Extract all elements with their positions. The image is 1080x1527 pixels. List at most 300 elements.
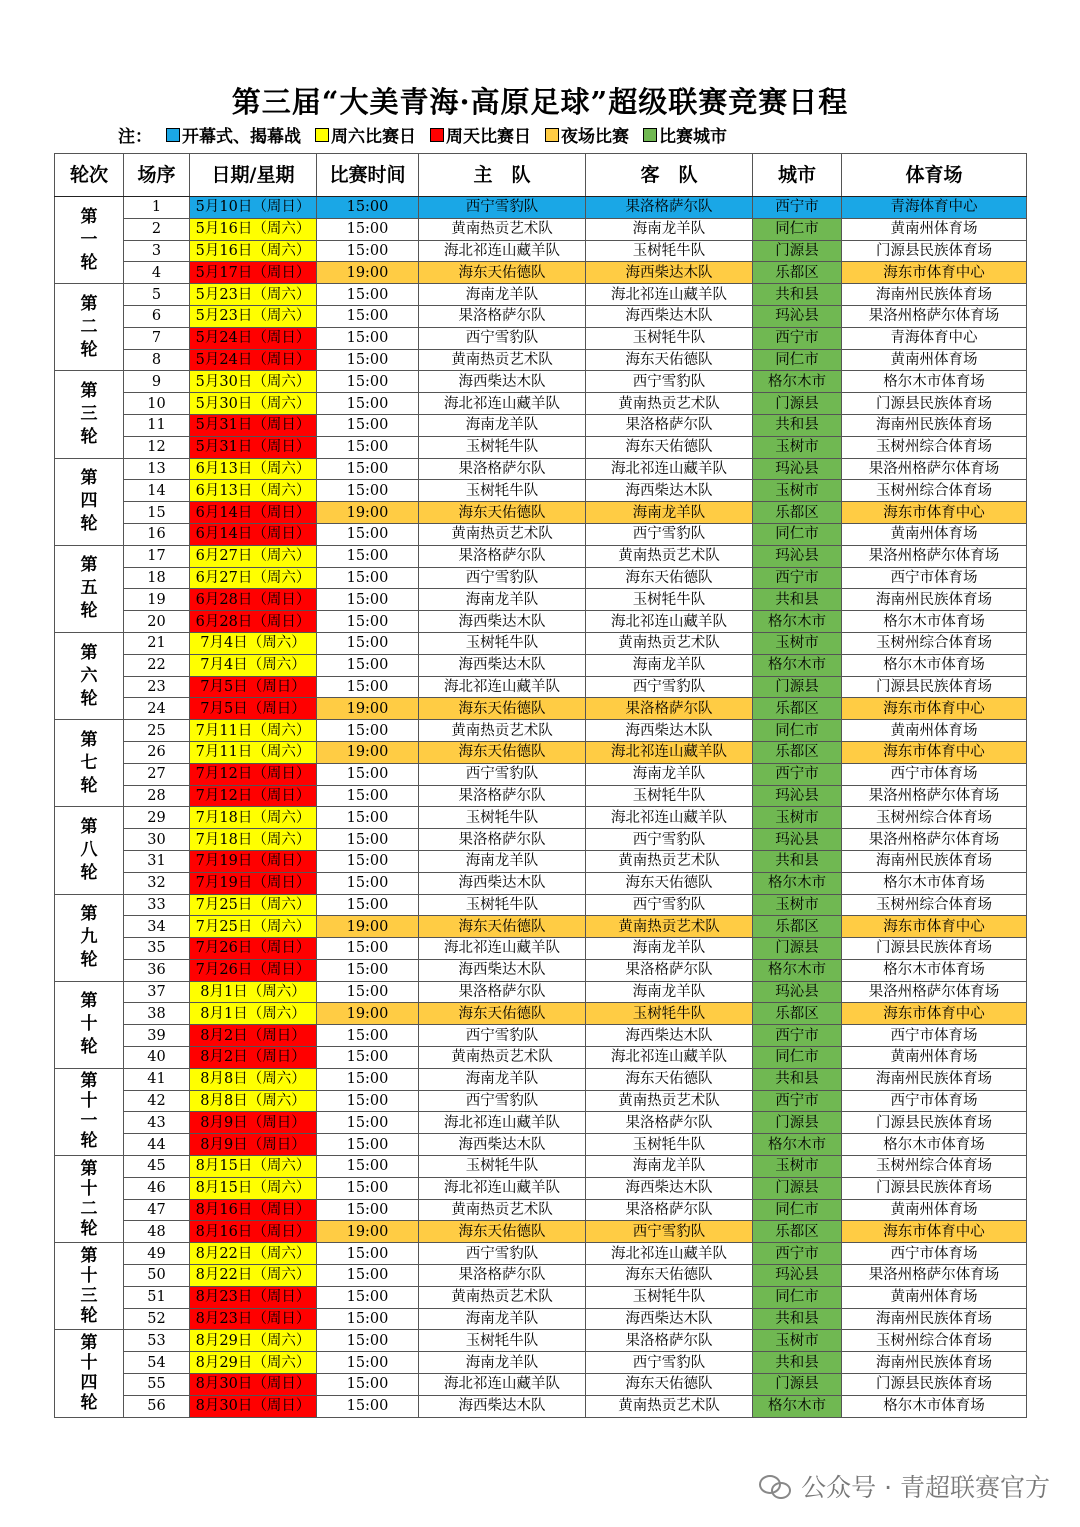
match-number: 51 bbox=[124, 1286, 190, 1308]
match-date: 7月25日（周六） bbox=[190, 916, 317, 938]
green-swatch-icon bbox=[643, 128, 657, 142]
match-number: 30 bbox=[124, 829, 190, 851]
match-number: 17 bbox=[124, 545, 190, 567]
match-number: 15 bbox=[124, 502, 190, 524]
table-row bbox=[55, 262, 1027, 284]
match-time: 15:00 bbox=[317, 480, 419, 502]
header-match-no: 场序 bbox=[124, 154, 190, 197]
away-team: 果洛格萨尔队 bbox=[586, 414, 753, 436]
match-date: 5月31日（周日） bbox=[190, 414, 317, 436]
match-stadium: 海东市体育中心 bbox=[842, 698, 1027, 720]
match-number: 19 bbox=[124, 589, 190, 611]
table-row bbox=[55, 1330, 1027, 1352]
match-stadium: 门源县民族体育场 bbox=[842, 240, 1027, 262]
away-team: 果洛格萨尔队 bbox=[586, 698, 753, 720]
match-number: 37 bbox=[124, 981, 190, 1003]
match-city: 玉树市 bbox=[753, 480, 842, 502]
home-team: 海西柴达木队 bbox=[419, 654, 586, 676]
away-team: 海西柴达木队 bbox=[586, 305, 753, 327]
home-team: 玉树牦牛队 bbox=[419, 480, 586, 502]
table-row bbox=[55, 654, 1027, 676]
match-date: 5月30日（周六） bbox=[190, 371, 317, 393]
round-label: 第三轮 bbox=[55, 371, 124, 458]
match-city: 乐都区 bbox=[753, 1221, 842, 1243]
match-time: 15:00 bbox=[317, 1308, 419, 1330]
home-team: 海南龙羊队 bbox=[419, 1068, 586, 1090]
home-team: 黄南热贡艺术队 bbox=[419, 523, 586, 545]
home-team: 海北祁连山藏羊队 bbox=[419, 938, 586, 960]
match-number: 35 bbox=[124, 938, 190, 960]
away-team: 海东天佑德队 bbox=[586, 1374, 753, 1396]
match-city: 格尔木市 bbox=[753, 1134, 842, 1156]
table-row bbox=[55, 632, 1027, 654]
match-city: 格尔木市 bbox=[753, 872, 842, 894]
table-row bbox=[55, 349, 1027, 371]
match-city: 格尔木市 bbox=[753, 654, 842, 676]
match-number: 21 bbox=[124, 632, 190, 654]
table-row bbox=[55, 480, 1027, 502]
table-row bbox=[55, 218, 1027, 240]
away-team: 海西柴达木队 bbox=[586, 1177, 753, 1199]
match-city: 乐都区 bbox=[753, 1003, 842, 1025]
match-date: 7月18日（周六） bbox=[190, 807, 317, 829]
match-date: 8月29日（周六） bbox=[190, 1352, 317, 1374]
match-date: 6月28日（周日） bbox=[190, 611, 317, 633]
home-team: 果洛格萨尔队 bbox=[419, 981, 586, 1003]
away-team: 海南龙羊队 bbox=[586, 938, 753, 960]
table-row bbox=[55, 305, 1027, 327]
match-date: 7月12日（周日） bbox=[190, 785, 317, 807]
match-number: 32 bbox=[124, 872, 190, 894]
round-label: 第七轮 bbox=[55, 720, 124, 807]
home-team: 海北祁连山藏羊队 bbox=[419, 1374, 586, 1396]
match-stadium: 西宁市体育场 bbox=[842, 1243, 1027, 1265]
match-date: 8月29日（周六） bbox=[190, 1330, 317, 1352]
match-time: 15:00 bbox=[317, 763, 419, 785]
match-time: 15:00 bbox=[317, 654, 419, 676]
table-row bbox=[55, 414, 1027, 436]
match-city: 西宁市 bbox=[753, 1090, 842, 1112]
match-date: 7月12日（周日） bbox=[190, 763, 317, 785]
match-number: 48 bbox=[124, 1221, 190, 1243]
away-team: 海西柴达木队 bbox=[586, 1025, 753, 1047]
header-date: 日期/星期 bbox=[190, 154, 317, 197]
match-stadium: 格尔木市体育场 bbox=[842, 872, 1027, 894]
home-team: 海南龙羊队 bbox=[419, 589, 586, 611]
match-number: 20 bbox=[124, 611, 190, 633]
table-row bbox=[55, 1221, 1027, 1243]
match-number: 34 bbox=[124, 916, 190, 938]
table-row bbox=[55, 741, 1027, 763]
home-team: 海东天佑德队 bbox=[419, 502, 586, 524]
home-team: 西宁雪豹队 bbox=[419, 327, 586, 349]
away-team: 海南龙羊队 bbox=[586, 654, 753, 676]
match-time: 15:00 bbox=[317, 850, 419, 872]
match-stadium: 果洛州格萨尔体育场 bbox=[842, 785, 1027, 807]
match-date: 5月17日（周日） bbox=[190, 262, 317, 284]
match-number: 4 bbox=[124, 262, 190, 284]
match-city: 格尔木市 bbox=[753, 959, 842, 981]
match-number: 38 bbox=[124, 1003, 190, 1025]
match-time: 15:00 bbox=[317, 1156, 419, 1178]
match-time: 15:00 bbox=[317, 807, 419, 829]
home-team: 海南龙羊队 bbox=[419, 284, 586, 306]
away-team: 黄南热贡艺术队 bbox=[586, 545, 753, 567]
match-city: 同仁市 bbox=[753, 349, 842, 371]
match-date: 7月25日（周六） bbox=[190, 894, 317, 916]
match-city: 共和县 bbox=[753, 284, 842, 306]
away-team: 海西柴达木队 bbox=[586, 480, 753, 502]
table-row bbox=[55, 436, 1027, 458]
table-row bbox=[55, 1374, 1027, 1396]
match-stadium: 海南州民族体育场 bbox=[842, 284, 1027, 306]
match-time: 15:00 bbox=[317, 829, 419, 851]
match-city: 乐都区 bbox=[753, 262, 842, 284]
home-team: 黄南热贡艺术队 bbox=[419, 1047, 586, 1069]
match-time: 15:00 bbox=[317, 981, 419, 1003]
match-stadium: 黄南州体育场 bbox=[842, 1286, 1027, 1308]
home-team: 西宁雪豹队 bbox=[419, 763, 586, 785]
round-label: 第二轮 bbox=[55, 284, 124, 371]
table-row bbox=[55, 807, 1027, 829]
match-date: 8月9日（周日） bbox=[190, 1112, 317, 1134]
match-date: 7月11日（周六） bbox=[190, 720, 317, 742]
match-time: 15:00 bbox=[317, 959, 419, 981]
match-time: 15:00 bbox=[317, 938, 419, 960]
match-date: 8月30日（周日） bbox=[190, 1395, 317, 1417]
match-number: 26 bbox=[124, 741, 190, 763]
home-team: 玉树牦牛队 bbox=[419, 807, 586, 829]
match-city: 门源县 bbox=[753, 1177, 842, 1199]
match-time: 19:00 bbox=[317, 916, 419, 938]
table-row bbox=[55, 872, 1027, 894]
match-stadium: 海南州民族体育场 bbox=[842, 1308, 1027, 1330]
match-number: 40 bbox=[124, 1047, 190, 1069]
home-team: 果洛格萨尔队 bbox=[419, 829, 586, 851]
match-city: 玛沁县 bbox=[753, 545, 842, 567]
legend-label: 比赛城市 bbox=[659, 127, 727, 147]
match-city: 西宁市 bbox=[753, 197, 842, 219]
legend-label: 开幕式、揭幕战 bbox=[182, 127, 301, 147]
match-stadium: 玉树州综合体育场 bbox=[842, 894, 1027, 916]
match-time: 15:00 bbox=[317, 720, 419, 742]
match-time: 15:00 bbox=[317, 240, 419, 262]
wechat-icon bbox=[759, 1473, 793, 1499]
home-team: 海西柴达木队 bbox=[419, 1134, 586, 1156]
table-row bbox=[55, 763, 1027, 785]
match-time: 15:00 bbox=[317, 1047, 419, 1069]
match-city: 玛沁县 bbox=[753, 305, 842, 327]
match-time: 19:00 bbox=[317, 741, 419, 763]
match-time: 19:00 bbox=[317, 1003, 419, 1025]
match-stadium: 海南州民族体育场 bbox=[842, 850, 1027, 872]
match-city: 玛沁县 bbox=[753, 1265, 842, 1287]
home-team: 玉树牦牛队 bbox=[419, 632, 586, 654]
header-stadium: 体育场 bbox=[842, 154, 1027, 197]
table-row bbox=[55, 959, 1027, 981]
round-label: 第八轮 bbox=[55, 807, 124, 894]
header-city: 城市 bbox=[753, 154, 842, 197]
match-date: 7月4日（周六） bbox=[190, 654, 317, 676]
table-row bbox=[55, 698, 1027, 720]
match-time: 15:00 bbox=[317, 218, 419, 240]
away-team: 西宁雪豹队 bbox=[586, 371, 753, 393]
legend-prefix: 注： bbox=[118, 127, 152, 147]
match-stadium: 青海体育中心 bbox=[842, 197, 1027, 219]
home-team: 果洛格萨尔队 bbox=[419, 545, 586, 567]
match-stadium: 西宁市体育场 bbox=[842, 763, 1027, 785]
home-team: 海西柴达木队 bbox=[419, 872, 586, 894]
match-time: 15:00 bbox=[317, 1025, 419, 1047]
table-row bbox=[55, 393, 1027, 415]
legend-item-city bbox=[643, 122, 727, 147]
match-time: 15:00 bbox=[317, 1395, 419, 1417]
match-city: 玛沁县 bbox=[753, 785, 842, 807]
away-team: 玉树牦牛队 bbox=[586, 240, 753, 262]
match-date: 8月22日（周六） bbox=[190, 1265, 317, 1287]
match-stadium: 海东市体育中心 bbox=[842, 1003, 1027, 1025]
match-date: 5月10日（周日） bbox=[190, 197, 317, 219]
match-time: 15:00 bbox=[317, 1352, 419, 1374]
match-date: 8月9日（周日） bbox=[190, 1134, 317, 1156]
match-stadium: 果洛州格萨尔体育场 bbox=[842, 458, 1027, 480]
match-city: 西宁市 bbox=[753, 567, 842, 589]
match-time: 15:00 bbox=[317, 632, 419, 654]
match-number: 25 bbox=[124, 720, 190, 742]
away-team: 果洛格萨尔队 bbox=[586, 197, 753, 219]
match-number: 12 bbox=[124, 436, 190, 458]
home-team: 海东天佑德队 bbox=[419, 698, 586, 720]
match-date: 5月30日（周六） bbox=[190, 393, 317, 415]
home-team: 西宁雪豹队 bbox=[419, 197, 586, 219]
match-time: 15:00 bbox=[317, 894, 419, 916]
match-date: 5月31日（周日） bbox=[190, 436, 317, 458]
match-city: 乐都区 bbox=[753, 502, 842, 524]
legend-item-opening bbox=[166, 122, 301, 147]
match-number: 1 bbox=[124, 197, 190, 219]
table-row bbox=[55, 240, 1027, 262]
match-time: 15:00 bbox=[317, 611, 419, 633]
match-number: 52 bbox=[124, 1308, 190, 1330]
match-number: 22 bbox=[124, 654, 190, 676]
match-city: 同仁市 bbox=[753, 523, 842, 545]
match-stadium: 格尔木市体育场 bbox=[842, 1134, 1027, 1156]
match-city: 同仁市 bbox=[753, 720, 842, 742]
match-time: 15:00 bbox=[317, 676, 419, 698]
away-team: 黄南热贡艺术队 bbox=[586, 1395, 753, 1417]
match-stadium: 果洛州格萨尔体育场 bbox=[842, 545, 1027, 567]
legend-item-sunday bbox=[430, 122, 531, 147]
away-team: 海北祁连山藏羊队 bbox=[586, 458, 753, 480]
schedule-table bbox=[54, 153, 1027, 1418]
away-team: 海东天佑德队 bbox=[586, 1068, 753, 1090]
match-stadium: 格尔木市体育场 bbox=[842, 654, 1027, 676]
match-date: 8月1日（周六） bbox=[190, 981, 317, 1003]
match-stadium: 黄南州体育场 bbox=[842, 523, 1027, 545]
match-stadium: 门源县民族体育场 bbox=[842, 1112, 1027, 1134]
match-number: 53 bbox=[124, 1330, 190, 1352]
home-team: 海北祁连山藏羊队 bbox=[419, 1177, 586, 1199]
match-city: 西宁市 bbox=[753, 763, 842, 785]
table-row bbox=[55, 938, 1027, 960]
home-team: 海西柴达木队 bbox=[419, 1395, 586, 1417]
table-row bbox=[55, 502, 1027, 524]
match-date: 8月16日（周日） bbox=[190, 1221, 317, 1243]
match-number: 27 bbox=[124, 763, 190, 785]
home-team: 海南龙羊队 bbox=[419, 1308, 586, 1330]
match-date: 7月4日（周六） bbox=[190, 632, 317, 654]
match-number: 56 bbox=[124, 1395, 190, 1417]
match-date: 7月19日（周日） bbox=[190, 850, 317, 872]
match-number: 7 bbox=[124, 327, 190, 349]
match-stadium: 青海体育中心 bbox=[842, 327, 1027, 349]
home-team: 西宁雪豹队 bbox=[419, 567, 586, 589]
legend-item-night bbox=[545, 122, 629, 147]
match-stadium: 门源县民族体育场 bbox=[842, 1374, 1027, 1396]
match-stadium: 格尔木市体育场 bbox=[842, 1395, 1027, 1417]
table-row bbox=[55, 829, 1027, 851]
home-team: 果洛格萨尔队 bbox=[419, 305, 586, 327]
match-city: 门源县 bbox=[753, 1374, 842, 1396]
match-stadium: 黄南州体育场 bbox=[842, 720, 1027, 742]
home-team: 黄南热贡艺术队 bbox=[419, 349, 586, 371]
table-row bbox=[55, 1352, 1027, 1374]
away-team: 海东天佑德队 bbox=[586, 436, 753, 458]
away-team: 海南龙羊队 bbox=[586, 218, 753, 240]
table-row bbox=[55, 284, 1027, 306]
legend-label: 周六比赛日 bbox=[331, 127, 416, 147]
match-city: 门源县 bbox=[753, 1112, 842, 1134]
away-team: 海南龙羊队 bbox=[586, 502, 753, 524]
match-stadium: 格尔木市体育场 bbox=[842, 611, 1027, 633]
match-time: 15:00 bbox=[317, 785, 419, 807]
match-date: 7月5日（周日） bbox=[190, 698, 317, 720]
away-team: 海南龙羊队 bbox=[586, 763, 753, 785]
legend-item-saturday bbox=[315, 122, 416, 147]
away-team: 黄南热贡艺术队 bbox=[586, 916, 753, 938]
match-time: 15:00 bbox=[317, 1199, 419, 1221]
match-stadium: 海南州民族体育场 bbox=[842, 1352, 1027, 1374]
table-row bbox=[55, 894, 1027, 916]
match-city: 乐都区 bbox=[753, 741, 842, 763]
away-team: 海北祁连山藏羊队 bbox=[586, 611, 753, 633]
match-stadium: 门源县民族体育场 bbox=[842, 938, 1027, 960]
match-number: 18 bbox=[124, 567, 190, 589]
match-time: 15:00 bbox=[317, 523, 419, 545]
match-date: 5月23日（周六） bbox=[190, 305, 317, 327]
match-number: 42 bbox=[124, 1090, 190, 1112]
home-team: 黄南热贡艺术队 bbox=[419, 720, 586, 742]
match-number: 55 bbox=[124, 1374, 190, 1396]
match-number: 41 bbox=[124, 1068, 190, 1090]
match-number: 24 bbox=[124, 698, 190, 720]
match-city: 共和县 bbox=[753, 414, 842, 436]
away-team: 海南龙羊队 bbox=[586, 981, 753, 1003]
match-city: 门源县 bbox=[753, 676, 842, 698]
match-stadium: 果洛州格萨尔体育场 bbox=[842, 981, 1027, 1003]
match-city: 共和县 bbox=[753, 589, 842, 611]
match-date: 8月23日（周日） bbox=[190, 1308, 317, 1330]
home-team: 海南龙羊队 bbox=[419, 850, 586, 872]
table-row bbox=[55, 458, 1027, 480]
away-team: 果洛格萨尔队 bbox=[586, 959, 753, 981]
home-team: 海北祁连山藏羊队 bbox=[419, 1112, 586, 1134]
match-date: 8月16日（周日） bbox=[190, 1199, 317, 1221]
table-row bbox=[55, 1134, 1027, 1156]
match-city: 格尔木市 bbox=[753, 371, 842, 393]
match-time: 19:00 bbox=[317, 262, 419, 284]
match-number: 50 bbox=[124, 1265, 190, 1287]
match-city: 同仁市 bbox=[753, 1199, 842, 1221]
away-team: 黄南热贡艺术队 bbox=[586, 393, 753, 415]
match-date: 8月30日（周日） bbox=[190, 1374, 317, 1396]
away-team: 西宁雪豹队 bbox=[586, 676, 753, 698]
match-date: 8月2日（周日） bbox=[190, 1047, 317, 1069]
match-time: 15:00 bbox=[317, 197, 419, 219]
table-row bbox=[55, 1395, 1027, 1417]
match-number: 16 bbox=[124, 523, 190, 545]
away-team: 玉树牦牛队 bbox=[586, 327, 753, 349]
table-row bbox=[55, 785, 1027, 807]
match-stadium: 西宁市体育场 bbox=[842, 567, 1027, 589]
table-row bbox=[55, 981, 1027, 1003]
match-stadium: 海东市体育中心 bbox=[842, 262, 1027, 284]
match-date: 7月26日（周日） bbox=[190, 938, 317, 960]
match-city: 共和县 bbox=[753, 1352, 842, 1374]
match-date: 8月1日（周六） bbox=[190, 1003, 317, 1025]
match-time: 15:00 bbox=[317, 567, 419, 589]
match-stadium: 玉树州综合体育场 bbox=[842, 480, 1027, 502]
match-time: 15:00 bbox=[317, 1177, 419, 1199]
round-label: 第六轮 bbox=[55, 632, 124, 719]
match-time: 15:00 bbox=[317, 872, 419, 894]
match-city: 玛沁县 bbox=[753, 829, 842, 851]
match-date: 5月24日（周日） bbox=[190, 349, 317, 371]
home-team: 海西柴达木队 bbox=[419, 611, 586, 633]
home-team: 玉树牦牛队 bbox=[419, 436, 586, 458]
table-row bbox=[55, 1003, 1027, 1025]
away-team: 海北祁连山藏羊队 bbox=[586, 807, 753, 829]
header-round: 轮次 bbox=[55, 154, 124, 197]
away-team: 海北祁连山藏羊队 bbox=[586, 1047, 753, 1069]
watermark bbox=[759, 1468, 1050, 1504]
match-number: 28 bbox=[124, 785, 190, 807]
match-city: 西宁市 bbox=[753, 1243, 842, 1265]
match-city: 乐都区 bbox=[753, 698, 842, 720]
round-label: 第十一轮 bbox=[55, 1068, 124, 1155]
match-stadium: 黄南州体育场 bbox=[842, 349, 1027, 371]
match-date: 8月15日（周六） bbox=[190, 1177, 317, 1199]
match-stadium: 海东市体育中心 bbox=[842, 1221, 1027, 1243]
table-row bbox=[55, 850, 1027, 872]
match-time: 15:00 bbox=[317, 1090, 419, 1112]
match-city: 玉树市 bbox=[753, 632, 842, 654]
match-date: 8月22日（周六） bbox=[190, 1243, 317, 1265]
match-time: 15:00 bbox=[317, 1286, 419, 1308]
away-team: 玉树牦牛队 bbox=[586, 1286, 753, 1308]
match-stadium: 格尔木市体育场 bbox=[842, 959, 1027, 981]
match-stadium: 黄南州体育场 bbox=[842, 1199, 1027, 1221]
orange-swatch-icon bbox=[545, 128, 559, 142]
table-row bbox=[55, 197, 1027, 219]
away-team: 果洛格萨尔队 bbox=[586, 1330, 753, 1352]
table-row bbox=[55, 916, 1027, 938]
match-number: 29 bbox=[124, 807, 190, 829]
match-stadium: 黄南州体育场 bbox=[842, 1047, 1027, 1069]
table-row bbox=[55, 589, 1027, 611]
watermark-text: 公众号 · 青超联赛官方 bbox=[801, 1473, 1050, 1502]
match-number: 3 bbox=[124, 240, 190, 262]
